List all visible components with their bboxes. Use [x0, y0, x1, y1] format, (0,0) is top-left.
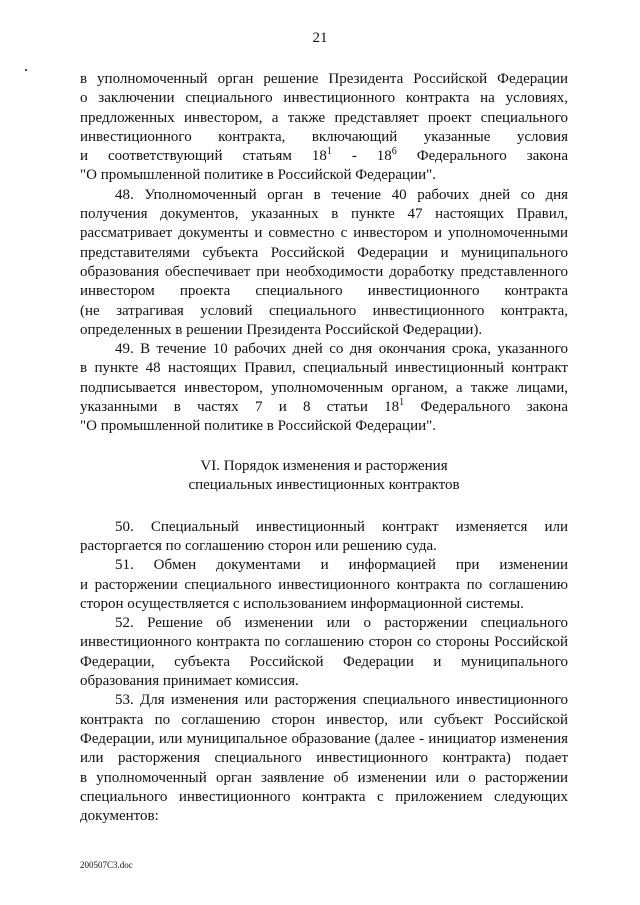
- section-heading-line-2: специальных инвестиционных контрактов: [188, 477, 460, 494]
- paragraph-48-first-line: 48. Уполномоченный орган в течение 40 рабочих дней со дня: [115, 186, 568, 203]
- text-line: "О промышленной политике в Российской Федерации".: [80, 167, 437, 184]
- text-line: и соответствующий статьям $18^1 - 18^6$ Федерального закона: [80, 146, 568, 165]
- text-line: (не затрагивая условий специального инвестиционного контракта,: [80, 302, 568, 319]
- text-line: расторгается по соглашению сторон или решению суда.: [80, 537, 437, 554]
- text-line: предложенных инвестором, а также представляет проект специального: [80, 109, 568, 126]
- text-line: о заключении специального инвестиционного контракта на условиях,: [80, 90, 568, 107]
- text-line: и расторжении специального инвестиционного контракта по соглашению: [80, 576, 568, 593]
- paragraph-49-first-line: 49. В течение 10 рабочих дней со дня окончания срока, указанного: [115, 341, 568, 358]
- document-body: [80, 70, 568, 826]
- text-line: представителями субъекта Российской Федерации и муниципального: [80, 244, 568, 261]
- page-number: 21: [312, 30, 328, 46]
- text-line: "О промышленной политике в Российской Федерации".: [80, 418, 437, 435]
- text-line: или расторжения специального инвестиционного контракта) подает: [80, 750, 568, 767]
- text-line: Федерации, или муниципальное образование (далее - инициатор изменения: [80, 730, 568, 747]
- text-line: контракта по соглашению сторон инвестор, или субъект Российской: [80, 711, 568, 728]
- paragraph-51-first-line: 51. Обмен документами и информацией при изменении: [115, 557, 568, 574]
- document-footer-filename: 200507C3.doc: [80, 860, 133, 870]
- text-line: документов:: [80, 808, 159, 825]
- paragraph-52-first-line: 52. Решение об изменении или о расторжении специального: [115, 615, 568, 632]
- text-line: специального инвестиционного контракта с приложением следующих: [80, 788, 568, 805]
- text-line: сторон осуществляется с использованием информационной системы.: [80, 595, 524, 612]
- text-line: инвестиционного контракта, включающий указанные условия: [80, 128, 568, 145]
- text-line: в уполномоченный орган заявление об изменении или о расторжении: [80, 769, 568, 786]
- text-line: инвестором проекта специального инвестиционного контракта: [80, 283, 568, 300]
- section-heading-line-1: VI. Порядок изменения и расторжения: [200, 457, 448, 474]
- paragraph-50-first-line: 50. Специальный инвестиционный контракт изменяется или: [115, 518, 568, 535]
- text-line: Федерации, субъекта Российской Федерации и муниципального: [80, 653, 568, 670]
- text-line: рассматривает документы и совместно с инвестором и уполномоченными: [80, 225, 568, 242]
- text-line: образования обеспечивает при необходимости доработку представленного: [80, 263, 568, 280]
- text-line: инвестиционного контракта по соглашению сторон со стороны Российской: [80, 634, 568, 651]
- text-line: образования принимает комиссия.: [80, 673, 299, 690]
- text-line: в уполномоченный орган решение Президента Российской Федерации: [80, 71, 568, 87]
- text-line: указанными в частях 7 и 8 статьи $18^1$ Федерального закона: [80, 397, 568, 416]
- paragraph-53-first-line: 53. Для изменения или расторжения специального инвестиционного: [115, 692, 568, 709]
- text-line: определенных в решении Президента Российской Федерации).: [80, 321, 483, 338]
- scan-mark: [25, 69, 27, 71]
- text-line: в пункте 48 настоящих Правил, специальный инвестиционный контракт: [80, 360, 568, 377]
- text-line: подписывается инвестором, уполномоченным органом, а также лицами,: [80, 379, 568, 396]
- text-line: получения документов, указанных в пункте 47 настоящих Правил,: [80, 206, 568, 223]
